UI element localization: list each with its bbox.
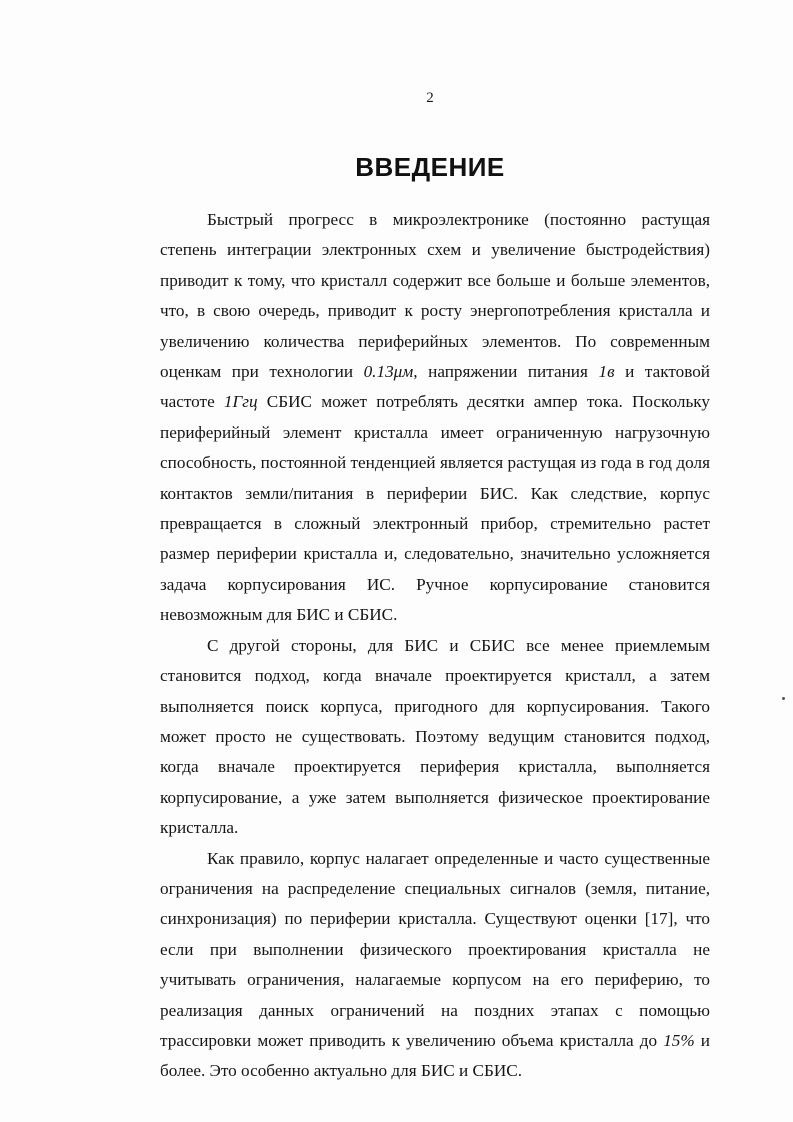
text-segment-italic: 1Ггц — [223, 392, 258, 412]
paragraph — [160, 205, 710, 631]
page-title: ВВЕДЕНИЕ — [355, 152, 505, 182]
text-segment: СБИС может потреблять десятки ампер тока. Поскольку периферийный элемент кристалла имеет ограниченную нагрузочную способность, постоянной тенденцией является растущая из года в год доля контактов земли/питания в периферии БИС. Как следствие, корпус превращается в сложный электронный прибор, стремительно растет размер периферии кристалла и, следовательно, значительно усложняется задача корпусирования ИС. Ручное корпусирование становится невозможным для БИС и СБИС. — [160, 392, 710, 625]
paragraph — [160, 631, 710, 844]
paragraph — [160, 844, 710, 1087]
text-segment: и тактовой частоте — [160, 362, 710, 412]
text-segment-italic: 15% — [663, 1030, 695, 1050]
body-text — [160, 205, 710, 1087]
scan-speck — [782, 697, 785, 700]
text-segment-italic: 1в — [598, 362, 615, 382]
text-segment: , напряжении питания — [413, 362, 599, 382]
text-segment: Как правило, корпус налагает определенные и часто существенные ограничения на распределение специальных сигналов (земля, питание, синхронизация) по периферии кристалла. Существуют оценки [17], что если при выполнении физического проектирования кристалла не учитывать ограничения, налагаемые корпусом на его периферию, то реализация данных ограничений на поздних этапах с помощью трассировки может приводить к увеличению объема кристалла до — [160, 848, 710, 1050]
text-segment-italic: 0.13μм — [363, 362, 414, 382]
text-segment: Быстрый прогресс в микроэлектронике (постоянно растущая степень интеграции электронных схем и увеличение быстродействия) приводит к тому, что кристалл содержит все больше и больше элементов, что, в свою очередь, приводит к росту энергопотребления кристалла и увеличению количества периферийных элементов. По современным оценкам при технологии — [160, 210, 710, 382]
text-segment: С другой стороны, для БИС и СБИС все менее приемлемым становится подход, когда вначале проектируется кристалл, а затем выполняется поиск корпуса, пригодного для корпусирования. Такого может просто не существовать. Поэтому ведущим становится подход, когда вначале проектируется периферия кристалла, выполняется корпусирование, а уже затем выполняется физическое проектирование кристалла. — [160, 635, 710, 838]
page-number: 2 — [426, 90, 434, 106]
text-segment: и более. Это особенно актуально для БИС и СБИС. — [160, 1030, 710, 1081]
